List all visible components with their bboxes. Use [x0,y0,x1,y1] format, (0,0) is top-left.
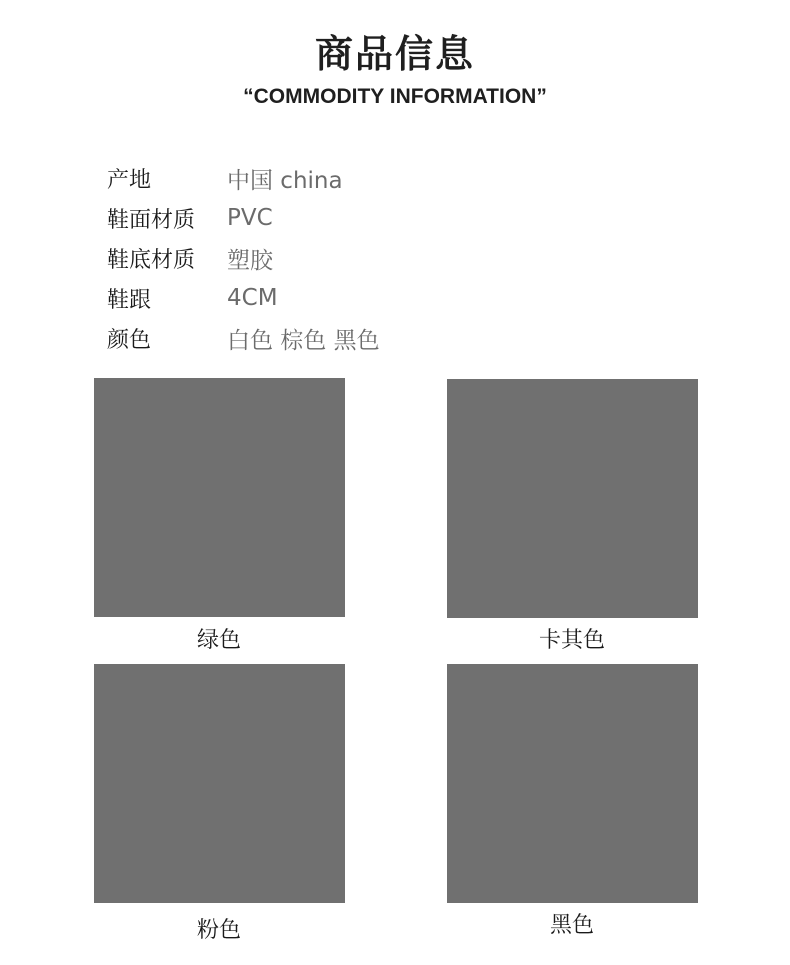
spec-value: 4CM [227,285,278,311]
color-swatch-caption: 黑色 [549,913,594,938]
spec-label: 产地 [107,167,152,193]
spec-label: 颜色 [107,327,152,353]
spec-row-sole-material [107,238,380,278]
color-swatch-caption: 粉色 [196,918,241,943]
spec-row-colors [107,318,380,358]
page-title: 商品信息 [314,32,475,76]
spec-label: 鞋跟 [107,287,152,313]
spec-row-upper-material [107,198,380,238]
color-swatch-image [94,378,345,617]
spec-row-origin [107,158,380,198]
spec-value: 塑胶 [227,247,273,274]
spec-value: 中国 china [227,167,343,194]
spec-label: 鞋底材质 [107,247,196,273]
color-swatch-image [447,664,698,903]
spec-table [107,158,380,358]
spec-label: 鞋面材质 [107,207,196,233]
color-swatch-caption: 卡其色 [538,628,605,653]
color-swatch-image [94,664,345,903]
color-swatch-caption: 绿色 [196,628,241,653]
color-swatch-image [447,379,698,618]
page-subtitle: “COMMODITY INFORMATION” [243,85,547,108]
spec-row-heel [107,278,380,318]
spec-value: 白色 棕色 黑色 [227,327,380,354]
spec-value: PVC [227,205,273,231]
